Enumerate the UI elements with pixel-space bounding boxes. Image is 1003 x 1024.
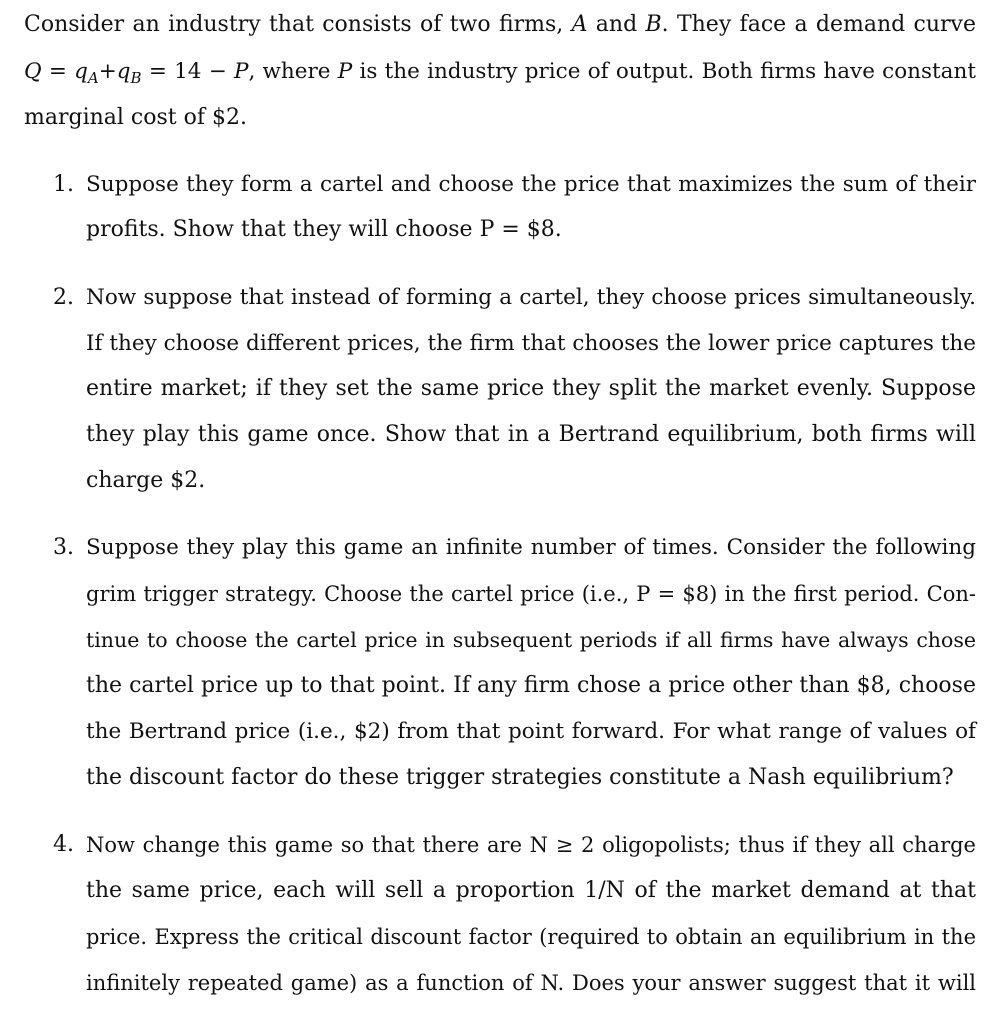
item-3-line-1: Suppose they play this game an infinite number of times. Consider the following [86,535,976,560]
item-1-number: 1. [53,172,74,197]
item-4-number: 4. [53,832,74,857]
item-3-number: 3. [53,535,74,560]
intro-line-1: Consider an industry that consists of two firms, A and B. They face a demand curve [24,12,976,37]
intro-line-2: $Q = q_A+q_B = 14 - P$, where P is the industry price of output. Both firms have constant [24,59,976,87]
item-2-line-1: Now suppose that instead of forming a cartel, they choose prices simultaneously. [86,285,976,310]
item-2-line-4: they play this game once. Show that in a Bertrand equilibrium, both firms will [86,422,976,447]
item-1-line-1: Suppose they form a cartel and choose the price that maximizes the sum of their [86,172,976,197]
intro-line-3: marginal cost of $2. [24,105,247,130]
item-3-line-6: the discount factor do these trigger strategies constitute a Nash equilibrium? [86,765,954,790]
item-4-line-2: the same price, each will sell a proportion 1/N of the market demand at that [86,878,976,903]
item-3-line-3: tinue to choose the cartel price in subsequent periods if all firms have always chose [86,628,976,652]
item-3-line-5: the Bertrand price (i.e., $2) from that point forward. For what range of values of [86,719,976,744]
item-2-line-3: entire market; if they set the same price they split the market evenly. Suppose [86,376,976,401]
item-2-number: 2. [53,285,74,310]
item-4-line-4: infinitely repeated game) as a function of N. Does your answer suggest that it will [86,971,976,995]
item-4-line-1: Now change this game so that there are N ≥ 2 oligopolists; thus if they all charge [86,833,976,857]
item-3-line-2: grim trigger strategy. Choose the cartel price (i.e., P = $8) in the first period. Con- [86,582,976,606]
item-3-line-4: the cartel price up to that point. If any firm chose a price other than $8, choose [86,673,976,698]
item-4-line-3: price. Express the critical discount factor (required to obtain an equilibrium in the [86,925,976,949]
item-1-line-2: profits. Show that they will choose P = $8. [86,217,562,242]
item-2-line-5: charge $2. [86,468,206,493]
item-2-line-2: If they choose different prices, the firm that chooses the lower price captures the [86,331,976,356]
